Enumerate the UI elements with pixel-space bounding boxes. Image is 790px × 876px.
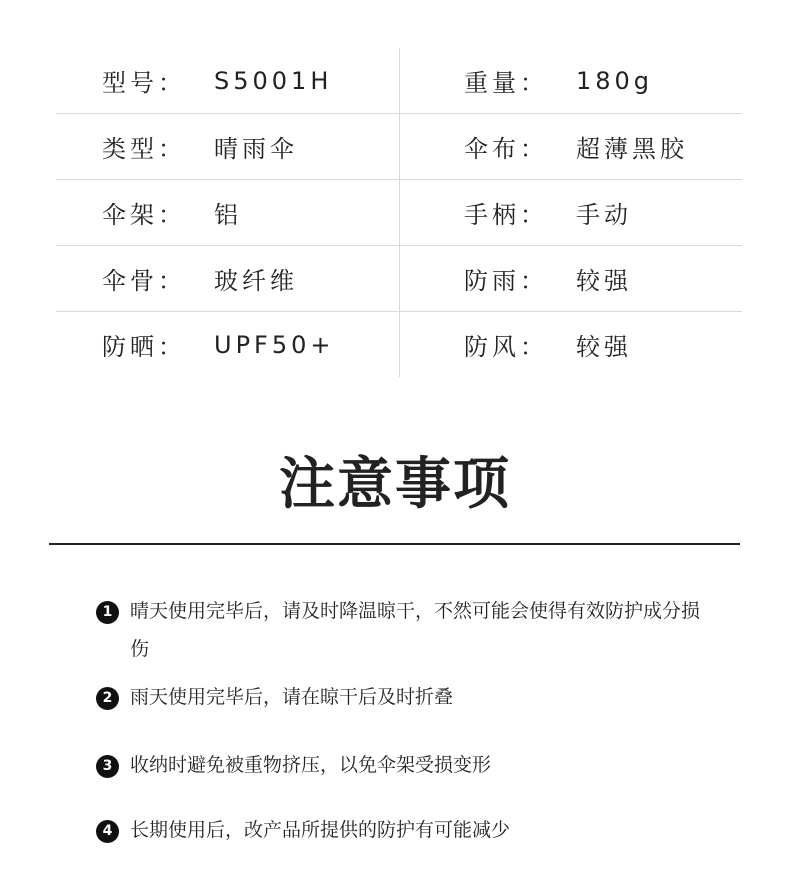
spec-table — [56, 48, 742, 377]
spec-value: 超薄黑胶 — [576, 135, 688, 163]
notice-text: 长期使用后，改产品所提供的防护有可能减少 — [130, 819, 511, 841]
spec-label: 防雨： — [464, 267, 548, 295]
spec-label: 防晒： — [102, 333, 186, 361]
notice-text: 雨天使用完毕后，请在晾干后及时折叠 — [130, 686, 454, 708]
spec-value: 较强 — [576, 333, 632, 361]
spec-row-model — [56, 48, 742, 114]
notice-title: 注意事项 — [279, 452, 511, 517]
spec-value: 较强 — [576, 267, 632, 295]
notice-item — [96, 752, 706, 784]
number-badge-icon: 1 — [96, 601, 119, 624]
spec-label: 防风： — [464, 333, 548, 361]
spec-value: 玻纤维 — [214, 267, 298, 295]
spec-label: 型号： — [102, 69, 186, 97]
spec-label: 类型： — [102, 135, 186, 163]
spec-value: 180g — [576, 66, 654, 95]
spec-value: 晴雨伞 — [214, 135, 298, 163]
spec-row-uv — [56, 312, 742, 377]
spec-value: S5001H — [214, 66, 333, 95]
divider — [49, 543, 740, 545]
spec-value: 铝 — [214, 201, 242, 229]
notice-item — [96, 598, 706, 668]
spec-label: 伞骨： — [102, 267, 186, 295]
number-badge-icon: 3 — [96, 755, 119, 778]
spec-label: 重量： — [464, 69, 548, 97]
notice-item — [96, 684, 706, 716]
spec-row-frame — [56, 180, 742, 246]
notice-text: 晴天使用完毕后，请及时降温晾干，不然可能会使得有效防护成分损伤 — [130, 600, 701, 660]
spec-row-type — [56, 114, 742, 180]
notice-item — [96, 817, 706, 849]
spec-label: 伞架： — [102, 201, 186, 229]
spec-row-ribs — [56, 246, 742, 312]
spec-value: 手动 — [576, 201, 632, 229]
spec-value: UPF50+ — [214, 330, 335, 359]
number-badge-icon: 2 — [96, 687, 119, 710]
spec-label: 伞布： — [464, 135, 548, 163]
spec-label: 手柄： — [464, 201, 548, 229]
notice-text: 收纳时避免被重物挤压，以免伞架受损变形 — [130, 754, 492, 776]
number-badge-icon: 4 — [96, 820, 119, 843]
